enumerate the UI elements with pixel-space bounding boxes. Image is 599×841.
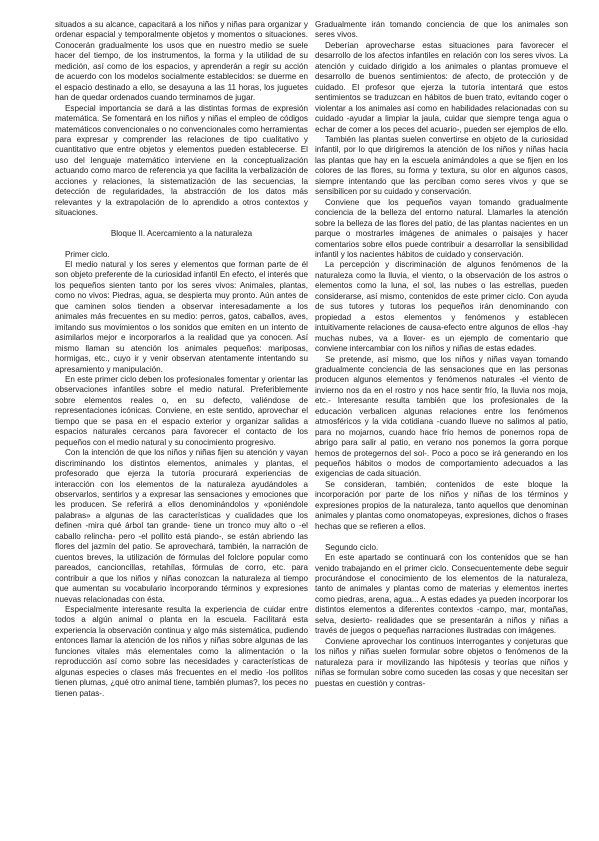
paragraph: Se consideran, también, contenidos de este bloque la incorporación por parte de los niños y niñas de los términos y expresiones propios de la naturaleza, tanto aquellos que denominan animales y plantas como onomatopeyas, expresiones, dichos o frases hechas que se refieren a ellos.	[315, 479, 568, 531]
cycle-subheading: Segundo ciclo.	[325, 542, 379, 552]
paragraph: situados a su alcance, capacitará a los niños y niñas para organizar y ordenar espacial y temporalmente objetos y momentos o situaciones. Conocerán gradualmente los usos que en nuestro medio se suele hacer del tiempo, de los instrumentos, la forma y la utilidad de su medición, así como de los espacios, y aprenderán a regir su acción de acuerdo con los modelos socialmente establecidos: se duerme en el espacio destinado a ello, se desayuna a las 11 horas, los juguetes han de quedar ordenados cuando terminamos de jugar.	[55, 20, 308, 103]
paragraph: Con la intención de que los niños y niñas fijen su atención y vayan discriminando los distintos elementos, animales y plantas, el profesorado que ejerza la tutoría procurará experiencias de interacción con los elementos de la naturaleza ayudándoles a observarlos, sentirlos y a expresar las sensaciones y emociones que les producen. Se referirá a ellos denominándolos y «poniéndole palabras» a algunas de las características y cualidades que los definen -mira qué árbol tan grande- tiene un tronco muy alto o -el caballo relincha- pero -el pollito está piando-, se están abriendo las flores del jazmín del patio. Se aprovechará, también, la narración de cuentos breves, la utilización de fórmulas del folclore popular como pareados, cancioncillas, retahílas, fórmulas de corro, etc. para contribuir a que los niños y niñas conozcan la naturaleza al tiempo que aumentan su vocabulario incorporando términos y expresiones nuevas relacionadas con ésta.	[55, 448, 308, 604]
paragraph: Especial importancia se dará a las distintas formas de expresión matemática. Se fomentará en los niños y niñas el empleo de códigos matemáticos convencionales o no convencionales como herramientas para expresar y comprender las relaciones de tipo cualitativo y cuantitativo que entre objetos y elementos pueden establecerse. El uso del lenguaje matemático interviene en la conceptualización actuando como marco de referencia ya que facilita la verbalización de acciones y relaciones, la sistematización de las secuencias, la detección de regularidades, la abstracción de los datos más relevantes y la extrapolación de lo aprendido a otros contextos y situaciones.	[55, 103, 308, 218]
paragraph: El medio natural y los seres y elementos que forman parte de él son objeto preferente de la curiosidad infantil En efecto, el interés que los pequeños sienten tanto por los seres vivos: Animales, plantas, como no vivos: Piedras, agua, se despierta muy pronto. Aún antes de que caminen solos tienden a observar interesadamente a los animales más frecuentes en su medio: perros, gatos, caballos, aves, imitando sus movimientos o los sonidos que emiten en un intento de asimilarlos mejor e incorporarlos a la realidad que ya conocen. Así mismo llaman su atención los animales pequeños: mariposas, hormigas, etc., cuyo ir y venir observan atentamente intentando su apresamiento y manipulación.	[55, 260, 308, 374]
spacer	[315, 532, 568, 542]
left-column	[55, 20, 308, 699]
paragraph: Conviene que los pequeños vayan tomando gradualmente conciencia de la belleza del entorno natural. Llamarles la atención sobre la belleza de las flores del patio, de las plantas nacientes en un parque o mostrarles imágenes de animales o paisajes y hacer comentarios sobre ellos puede contribuir a desarrollar la sensibilidad infantil y los nacientes hábitos de cuidado y conservación.	[315, 197, 568, 259]
paragraph: Deberían aprovecharse estas situaciones para favorecer el desarrollo de los afectos infantiles en relación con los seres vivos. La atención y cuidado dirigido a los animales o plantas promueve el desarrollo de buenos sentimientos: de afecto, de protección y de cuidado. El profesor que ejerza la tutoría intentará que estos sentimientos se traduzcan en hábitos de buen trato, evitando coger o violentar a los animales así como en habilidades relacionadas con su cuidado -ayudar a limpiar la jaula, cuidar que siempre tenga agua o echar de comer a los peces del acuario-, pueden ser ejemplos de ello.	[315, 40, 568, 134]
paragraph: Especialmente interesante resulta la experiencia de cuidar entre todos a algún animal o planta en la escuela. Facilitará esta experiencia la observación continua y algo más sistemática, pudiendo entonces llamar la atención de los niños y niñas sobre algunas de las funciones vitales más elementales como la alimentación o la reproducción así como sobre las necesidades y características de algunas especies o clases más frecuentes en el medio -los pollitos tienen plumas, ¿qué otro animal tiene, también plumas?, los peces no tienen patas-.	[55, 604, 308, 698]
paragraph: Se pretende, así mismo, que los niños y niñas vayan tomando gradualmente conciencia de las sensaciones que en las personas producen algunos elementos y fenómenos naturales -el viento de invierno nos da en el rostro y nos hace sentir frío, la lluvia nos moja, etc.- Interesante resulta también que los profesionales de la educación verbalicen algunas relaciones entre los fenómenos atmosféricos y la vida cotidiana -cuando llueve no salimos al patio, para no mojarnos, cuando hace frío hemos de ponernos ropa de abrigo para salir al patio, en verano nos ponemos la gorra porque hemos de protegernos del sol-. Poco a poco se irá generando en los pequeños hábitos o modos de comportamiento adecuados a las exigencias de cada situación.	[315, 354, 568, 479]
paragraph: La percepción y discriminación de algunos fenómenos de la naturaleza como la lluvia, el viento, o la observación de los astros o elementos como la luna, el sol, las nubes o las estrellas, pueden considerarse, así mismo, contenidos de este primer ciclo. Con ayuda de sus tutores y tutoras los pequeños irán denominando con propiedad a estos elementos y fenómenos y establecen intuitivamente relaciones de causa-efecto entre algunos de ellos -hay muchas nubes, va a llover- es un ejemplo de comentario que conviene intercambiar con los niños y niñas de estas edades.	[315, 260, 568, 354]
paragraph: Gradualmente irán tomando conciencia de que los animales son seres vivos.	[315, 20, 568, 40]
cycle-subheading: Primer ciclo.	[65, 249, 110, 259]
right-column	[315, 20, 568, 689]
paragraph: Conviene aprovechar los continuos interrogantes y conjeturas que los niños y niñas suelen formular sobre objetos o fenómenos de la naturaleza para ir movilizando las hipótesis y teorías que niños y niñas se formulan sobre como suceden las cosas y que necesitan ser puestas en cuestión y contras-	[315, 636, 568, 688]
paragraph: En este apartado se continuará con los contenidos que se han venido trabajando en el primer ciclo. Consecuentemente debe seguir procurándose el conocimiento de los elementos de la naturaleza, tanto de animales y plantas como de materias y elementos inertes como piedras, arena, agua... A estas edades ya pueden incorporar los distintos elementos a diferentes contextos -campo, mar, montañas, selva, desierto- realidades que se presentarán a niños y niñas a través de juegos o pequeñas narraciones ilustradas con imágenes.	[315, 553, 568, 636]
section-heading: Bloque II. Acercamiento a la naturaleza	[110, 228, 253, 238]
paragraph: En este primer ciclo deben los profesionales fomentar y orientar las observaciones infantiles sobre el medio natural. Preferiblemente sobre elementos reales o, en su defecto, valiéndose de representaciones icónicas. Conviene, en este sentido, aprovechar el tiempo que se pasa en el espacio exterior y organizar salidas a espacios naturales cercanos para favorecer el contacto de los pequeños con el medio natural y su conocimiento progresivo.	[55, 375, 308, 447]
paragraph: También las plantas suelen convertirse en objeto de la curiosidad infantil, por lo que dirigiremos la atención de los niños y niñas hacia las plantas que hay en la escuela animándoles a que se fijen en los colores de las flores, su forma y textura, su olor en algunos casos, siempre intentando que las perciban como seres vivos y que se sensibilicen por su cuidado y conservación.	[315, 134, 568, 197]
